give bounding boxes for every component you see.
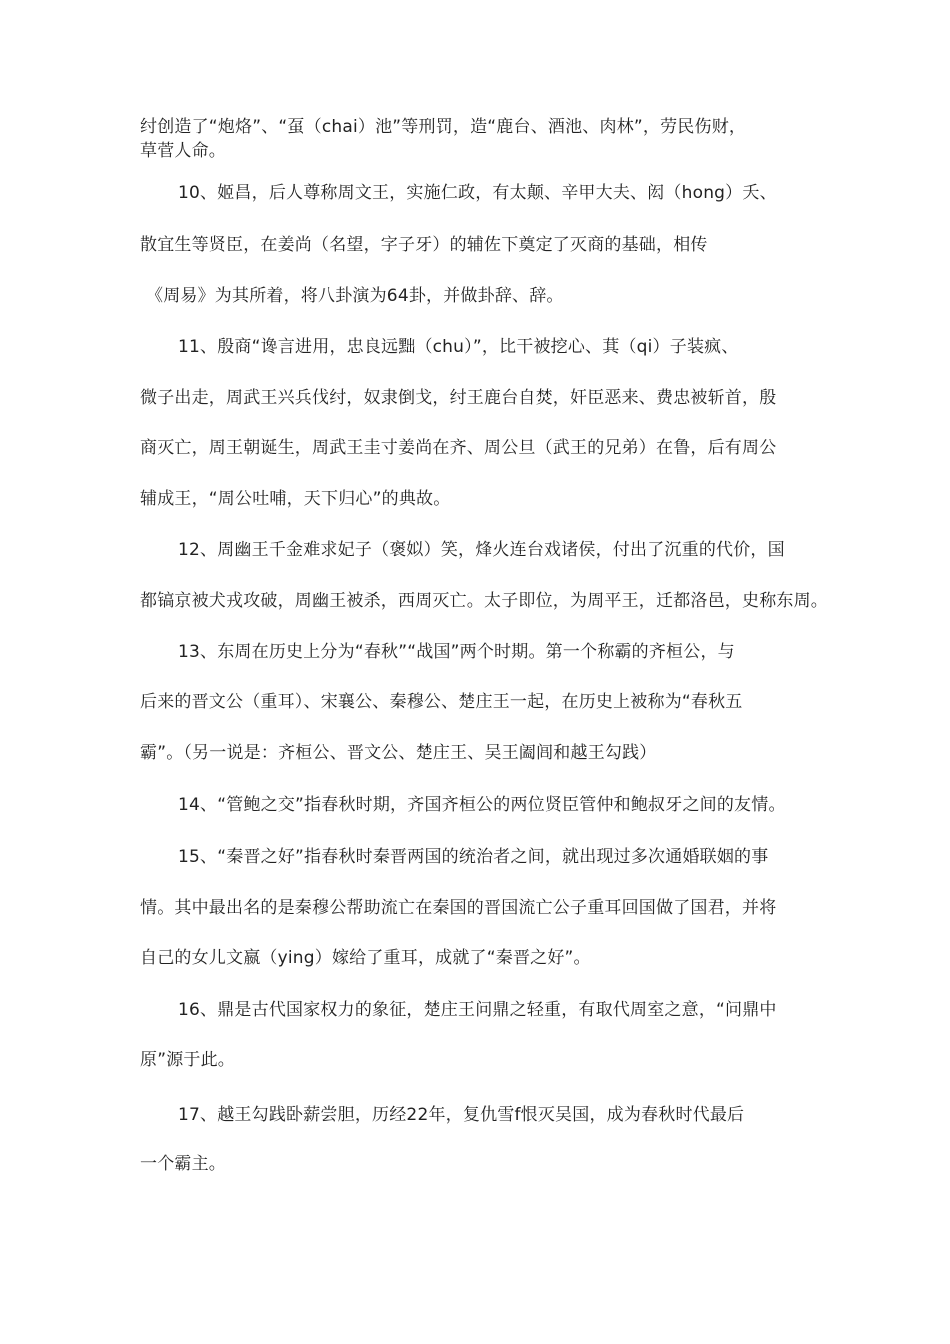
text-line: 微子出走，周武王兴兵伐纣，奴隶倒戈，纣王鹿台自焚，奸臣恶来、费忠被斩首，殷: [140, 388, 777, 408]
paragraph-14-line: 14、“管鲍之交”指春秋时期，齐国齐桓公的两位贤臣管仲和鲍叔牙之间的友情。: [178, 795, 786, 815]
paragraph-17-line: 17、越王勾践卧薪尝胆，历经22年，复仇雪f恨灭吴国，成为春秋时代最后: [178, 1105, 745, 1125]
text-line: 都镐京被犬戎攻破，周幽王被杀，西周灭亡。太子即位，为周平王，迁都洛邑，史称东周。: [140, 591, 828, 611]
text-line: 原”源于此。: [140, 1050, 236, 1070]
text-line: 一个霸主。: [140, 1154, 226, 1174]
text-line: 《周易》为其所着，将八卦演为64卦，并做卦辞、辞。: [146, 286, 564, 306]
text-line: 散宜生等贤臣，在姜尚（名望，字子牙）的辅佐下奠定了灭商的基础，相传: [140, 235, 708, 255]
paragraph-16-line: 16、鼎是古代国家权力的象征，楚庄王问鼎之轻重，有取代周室之意，“问鼎中: [178, 1000, 777, 1020]
paragraph-11-line: 11、殷商“谗言进用，忠良远黜（chu）”，比干被挖心、萁（qi）子装疯、: [178, 337, 739, 357]
text-line: 自己的女儿文嬴（ying）嫁给了重耳，成就了“秦晋之好”。: [140, 948, 591, 968]
paragraph-13-line: 13、东周在历史上分为“春秋”“战国”两个时期。第一个称霸的齐桓公，与: [178, 642, 735, 662]
paragraph-10-line: 10、姬昌，后人尊称周文王，实施仁政，有太颠、辛甲大夫、闳（hong）夭、: [178, 183, 777, 203]
text-line: 草菅人命。: [140, 141, 226, 161]
text-line: 霸”。（另一说是：齐桓公、晋文公、楚庄王、吴王阖闾和越王勾践）: [140, 743, 657, 763]
text-line: 纣创造了“炮烙”、“虿（chai）池”等刑罚，造“鹿台、酒池、肉林”，劳民伤财，: [140, 117, 747, 137]
paragraph-15-line: 15、“秦晋之好”指春秋时秦晋两国的统治者之间，就出现过多次通婚联姻的事: [178, 847, 769, 867]
text-line: 后来的晋文公（重耳）、宋襄公、秦穆公、楚庄王一起，在历史上被称为“春秋五: [140, 692, 743, 712]
text-line: 辅成王，“周公吐哺，天下归心”的典故。: [140, 489, 451, 509]
paragraph-12-line: 12、周幽王千金难求妃子（褒姒）笑，烽火连台戏诸侯，付出了沉重的代价，国: [178, 540, 785, 560]
text-line: 商灭亡，周王朝诞生，周武王圭寸姜尚在齐、周公旦（武王的兄弟）在鲁，后有周公: [140, 438, 777, 458]
text-line: 情。其中最出名的是秦穆公帮助流亡在秦国的晋国流亡公子重耳回国做了国君，并将: [140, 898, 777, 918]
